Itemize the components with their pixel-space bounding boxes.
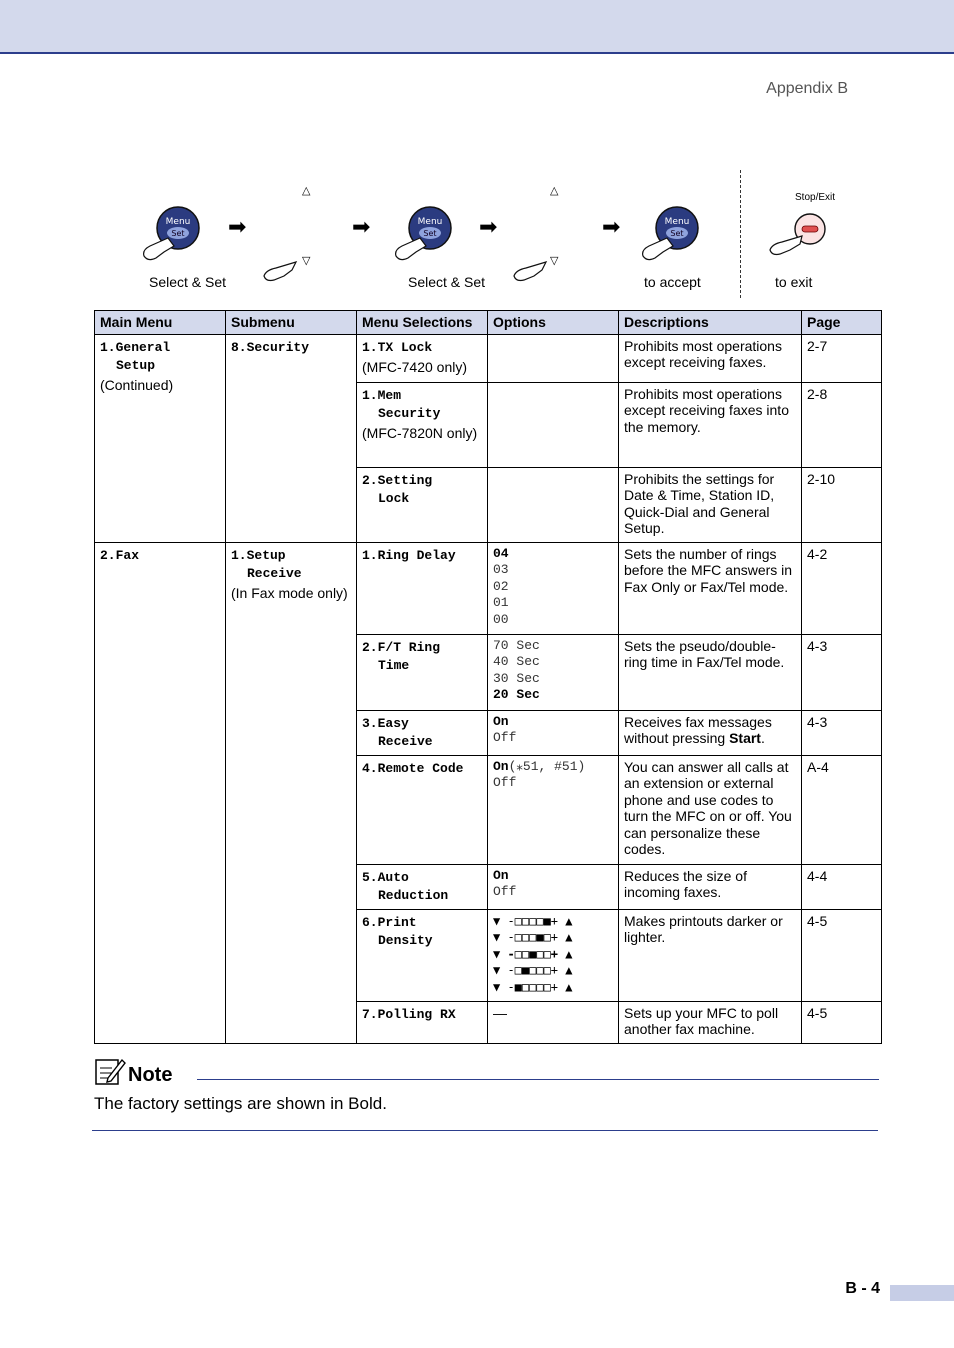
caption-to-accept: to accept xyxy=(644,274,701,290)
svg-text:Set: Set xyxy=(171,229,185,238)
description-cell: Sets the pseudo/double-ring time in Fax/Tel mode. xyxy=(619,634,802,710)
section-header: Appendix B xyxy=(766,80,848,97)
selection-mem-security: 1.Mem Security (MFC-7820N only) xyxy=(357,382,488,467)
page-cell: 4-3 xyxy=(802,634,882,710)
selection-ring-delay: 1.Ring Delay xyxy=(357,542,488,634)
description-cell: Sets the number of rings before the MFC answers in Fax Only or Fax/Tel mode. xyxy=(619,542,802,634)
note-title: Note xyxy=(128,1064,173,1086)
options-auto-reduction: On Off xyxy=(488,864,619,909)
options-cell xyxy=(488,467,619,542)
options-polling-rx: — xyxy=(488,1001,619,1043)
selection-easy-receive: 3.Easy Receive xyxy=(357,710,488,755)
svg-text:Menu: Menu xyxy=(165,217,191,227)
header-band xyxy=(0,0,954,54)
svg-text:Set: Set xyxy=(423,229,437,238)
menu-table xyxy=(94,310,882,1044)
caption-select-set-2: Select & Set xyxy=(408,274,486,290)
note-pencil-icon xyxy=(94,1056,126,1086)
arrow-right-icon: ➡ xyxy=(602,214,621,239)
caption-to-exit: to exit xyxy=(775,274,813,290)
caption-select-set-1: Select & Set xyxy=(149,274,227,290)
table-header-row xyxy=(95,311,882,335)
arrow-right-icon: ➡ xyxy=(352,214,371,239)
description-cell: Makes printouts darker or lighter. xyxy=(619,909,802,1001)
menu-set-key-icon xyxy=(138,206,204,266)
description-cell: Receives fax messages without pressing Start. xyxy=(619,710,802,755)
page-cell: 4-5 xyxy=(802,909,882,1001)
table-row xyxy=(95,542,882,634)
description-cell: Sets up your MFC to poll another fax machine. xyxy=(619,1001,802,1043)
header-menu-selections: Menu Selections xyxy=(357,311,488,335)
selection-tx-lock: 1.TX Lock (MFC-7420 only) xyxy=(357,334,488,382)
down-triangle-icon: ▽ xyxy=(550,255,559,267)
description-cell: Prohibits most operations except receiving faxes. xyxy=(619,334,802,382)
stop-exit-label: Stop/Exit xyxy=(795,192,836,203)
page-cell: A-4 xyxy=(802,755,882,864)
options-easy-receive: On Off xyxy=(488,710,619,755)
up-triangle-icon: △ xyxy=(302,185,311,197)
note-text: The factory settings are shown in Bold. xyxy=(94,1094,387,1113)
description-cell: Prohibits the settings for Date & Time, Station ID, Quick-Dial and General Setup. xyxy=(619,467,802,542)
options-cell xyxy=(488,334,619,382)
header-main-menu: Main Menu xyxy=(95,311,226,335)
pointing-hand-icon xyxy=(262,258,298,284)
options-print-density: ▼ -□□□□■+ ▲ ▼ -□□□■□+ ▲ ▼ -□□■□□+ ▲ ▼ -□■□□□+ ▲ ▼ -■□□□□+ ▲ xyxy=(488,909,619,1001)
page-cell: 2-8 xyxy=(802,382,882,467)
arrow-right-icon: ➡ xyxy=(479,214,498,239)
page-number-bar xyxy=(890,1285,954,1301)
divider-dashed xyxy=(740,170,741,298)
menu-set-key-icon xyxy=(637,206,703,266)
menu-set-key-icon xyxy=(390,206,456,266)
selection-setting-lock: 2.Setting Lock xyxy=(357,467,488,542)
pointing-hand-icon xyxy=(512,258,548,284)
header-submenu: Submenu xyxy=(226,311,357,335)
arrow-right-icon: ➡ xyxy=(228,214,247,239)
header-descriptions: Descriptions xyxy=(619,311,802,335)
main-menu-fax: 2.Fax xyxy=(95,542,226,1043)
options-ring-delay: 04 03 02 01 00 xyxy=(488,542,619,634)
options-cell xyxy=(488,382,619,467)
options-remote-code: On(⁎51, #51) Off xyxy=(488,755,619,864)
selection-remote-code: 4.Remote Code xyxy=(357,755,488,864)
header-page: Page xyxy=(802,311,882,335)
note-rule xyxy=(197,1079,879,1080)
description-cell: Prohibits most operations except receiving faxes into the memory. xyxy=(619,382,802,467)
page-cell: 4-4 xyxy=(802,864,882,909)
page-cell: 4-3 xyxy=(802,710,882,755)
stop-exit-key-icon xyxy=(768,212,830,256)
table-row xyxy=(95,334,882,382)
selection-ft-ring-time: 2.F/T Ring Time xyxy=(357,634,488,710)
note-bottom-rule xyxy=(92,1130,878,1131)
description-cell: You can answer all calls at an extension or external phone and use codes to turn the MFC on or off. You can personalize these codes. xyxy=(619,755,802,864)
svg-text:Menu: Menu xyxy=(417,217,443,227)
selection-auto-reduction: 5.Auto Reduction xyxy=(357,864,488,909)
page-cell: 2-7 xyxy=(802,334,882,382)
key-sequence-diagram xyxy=(94,168,880,300)
svg-text:Menu: Menu xyxy=(664,217,690,227)
page-number: B - 4 xyxy=(845,1280,880,1297)
page-cell: 2-10 xyxy=(802,467,882,542)
submenu-setup-receive: 1.Setup Receive (In Fax mode only) xyxy=(226,542,357,1043)
selection-print-density: 6.Print Density xyxy=(357,909,488,1001)
main-menu-general-setup: 1.General Setup (Continued) xyxy=(95,334,226,542)
down-triangle-icon: ▽ xyxy=(302,255,311,267)
svg-text:Set: Set xyxy=(670,229,684,238)
page-cell: 4-2 xyxy=(802,542,882,634)
selection-polling-rx: 7.Polling RX xyxy=(357,1001,488,1043)
submenu-security: 8.Security xyxy=(226,334,357,542)
description-cell: Reduces the size of incoming faxes. xyxy=(619,864,802,909)
header-options: Options xyxy=(488,311,619,335)
options-ft-ring-time: 70 Sec 40 Sec 30 Sec 20 Sec xyxy=(488,634,619,710)
page-cell: 4-5 xyxy=(802,1001,882,1043)
up-triangle-icon: △ xyxy=(550,185,559,197)
